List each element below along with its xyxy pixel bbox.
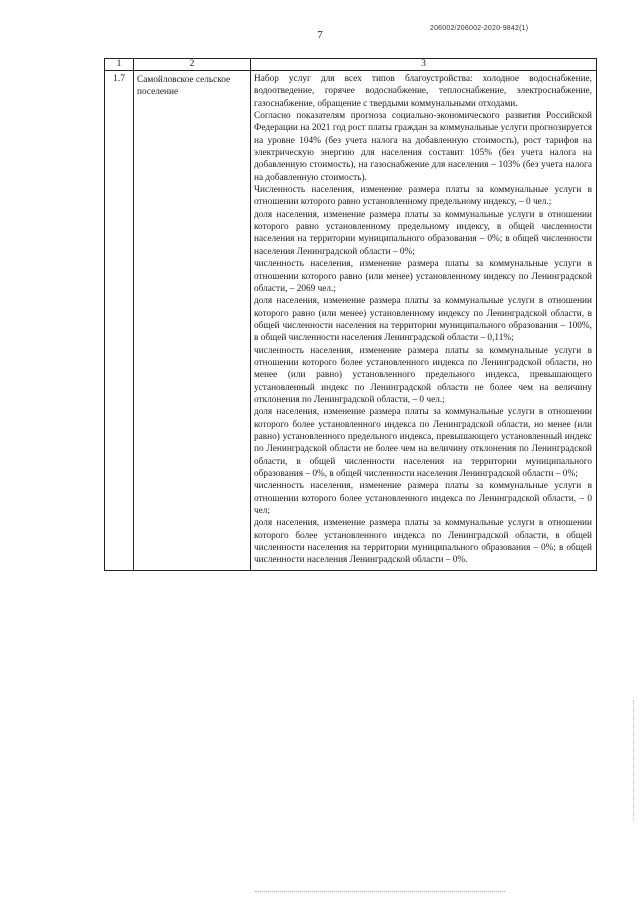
- forecast-paragraph: Согласно показателям прогноза социально-экономического развития Российской Федерации на 2021 год рост платы граждан за коммунальные услуги прогнозируется на уровне 104% (без учета налога на добавленную стоимость), рост тарифов на электрическую энергию для населения составит 105% (без учета налога на добавленную стоимость), на газоснабжение для населения – 103% (без учета налога на добавленную стоимость).: [254, 111, 592, 183]
- column-header-2: 2: [134, 59, 251, 71]
- population-equal-limit: Численность населения, изменение размера платы за коммунальные услуги в отношении которого равно установленному предельному индексу, – 0 чел.;: [254, 185, 592, 208]
- table-row: [105, 71, 597, 571]
- population-within-deviation: численность населения, изменение размера платы за коммунальные услуги в отношении которого более установленного индекса по Ленинградской области, но менее (или равно) установленного предельного индекса, превышающего установленный индекс по Ленинградской области не более чем на величину отклонения по Ленинградской области, – 0 чел.;: [254, 345, 592, 405]
- population-above-index: численность населения, изменение размера платы за коммунальные услуги в отношении которого более установленного индекса по Ленинградской области, – 0 чел;: [254, 481, 592, 517]
- row-number: 1.7: [105, 71, 134, 571]
- share-equal-index: доля населения, изменение размера платы за коммунальные услуги в отношении которого равно (или менее) установленному индексу по Ленинградской области, в общей численности населения на территории муниципального образования – 100%, в общей численности населения Ленинградской области – 0,11%;: [254, 296, 592, 344]
- services-paragraph: Набор услуг для всех типов благоустройства: холодное водоснабжение, водоотведение, горячее водоснабжение, теплоснабжение, электроснабжение, газоснабжение, обращение с твердыми коммунальными отходами.: [254, 74, 592, 109]
- share-within-deviation: доля населения, изменение размера платы за коммунальные услуги в отношении которого более установленного индекса по Ленинградской области, но менее (или равно) установленного предельного индекса, превышающего установленный индекс по Ленинградской области не более чем на величину отклонения по Ленинградской области, в общей численности населения на территории муниципального образования – 0%, в общей численности населения Ленинградской области – 0%;: [254, 407, 592, 479]
- municipality-name: Самойловское сельское поселение: [134, 71, 251, 571]
- document-id: 206002/206002-2020-9842(1): [430, 25, 529, 32]
- description-cell: [251, 71, 597, 571]
- tariff-table: [104, 58, 597, 571]
- page-number: 7: [317, 29, 323, 41]
- scan-artifact-bottom: [255, 891, 505, 894]
- share-above-index: доля населения, изменение размера платы за коммунальные услуги в отношении которого более установленного индекса по Ленинградской области, в общей численности населения на территории муниципального образования – 0%; в общей численности населения Ленинградской области – 0%.: [254, 518, 592, 566]
- column-number-row: [105, 59, 597, 71]
- scan-artifact-right: [633, 700, 635, 820]
- population-equal-index: численность населения, изменение размера платы за коммунальные услуги в отношении которого равно (или менее) установленному индексу по Ленинградской области, – 2069 чел.;: [254, 259, 592, 294]
- column-header-3: 3: [251, 59, 597, 71]
- share-equal-limit: доля населения, изменение размера платы за коммунальные услуги в отношении которого равно установленному предельному индексу, в общей численности населения на территории муниципального образования – 0%; в общей численности населения Ленинградской области – 0%;: [254, 209, 592, 257]
- column-header-1: 1: [105, 59, 134, 71]
